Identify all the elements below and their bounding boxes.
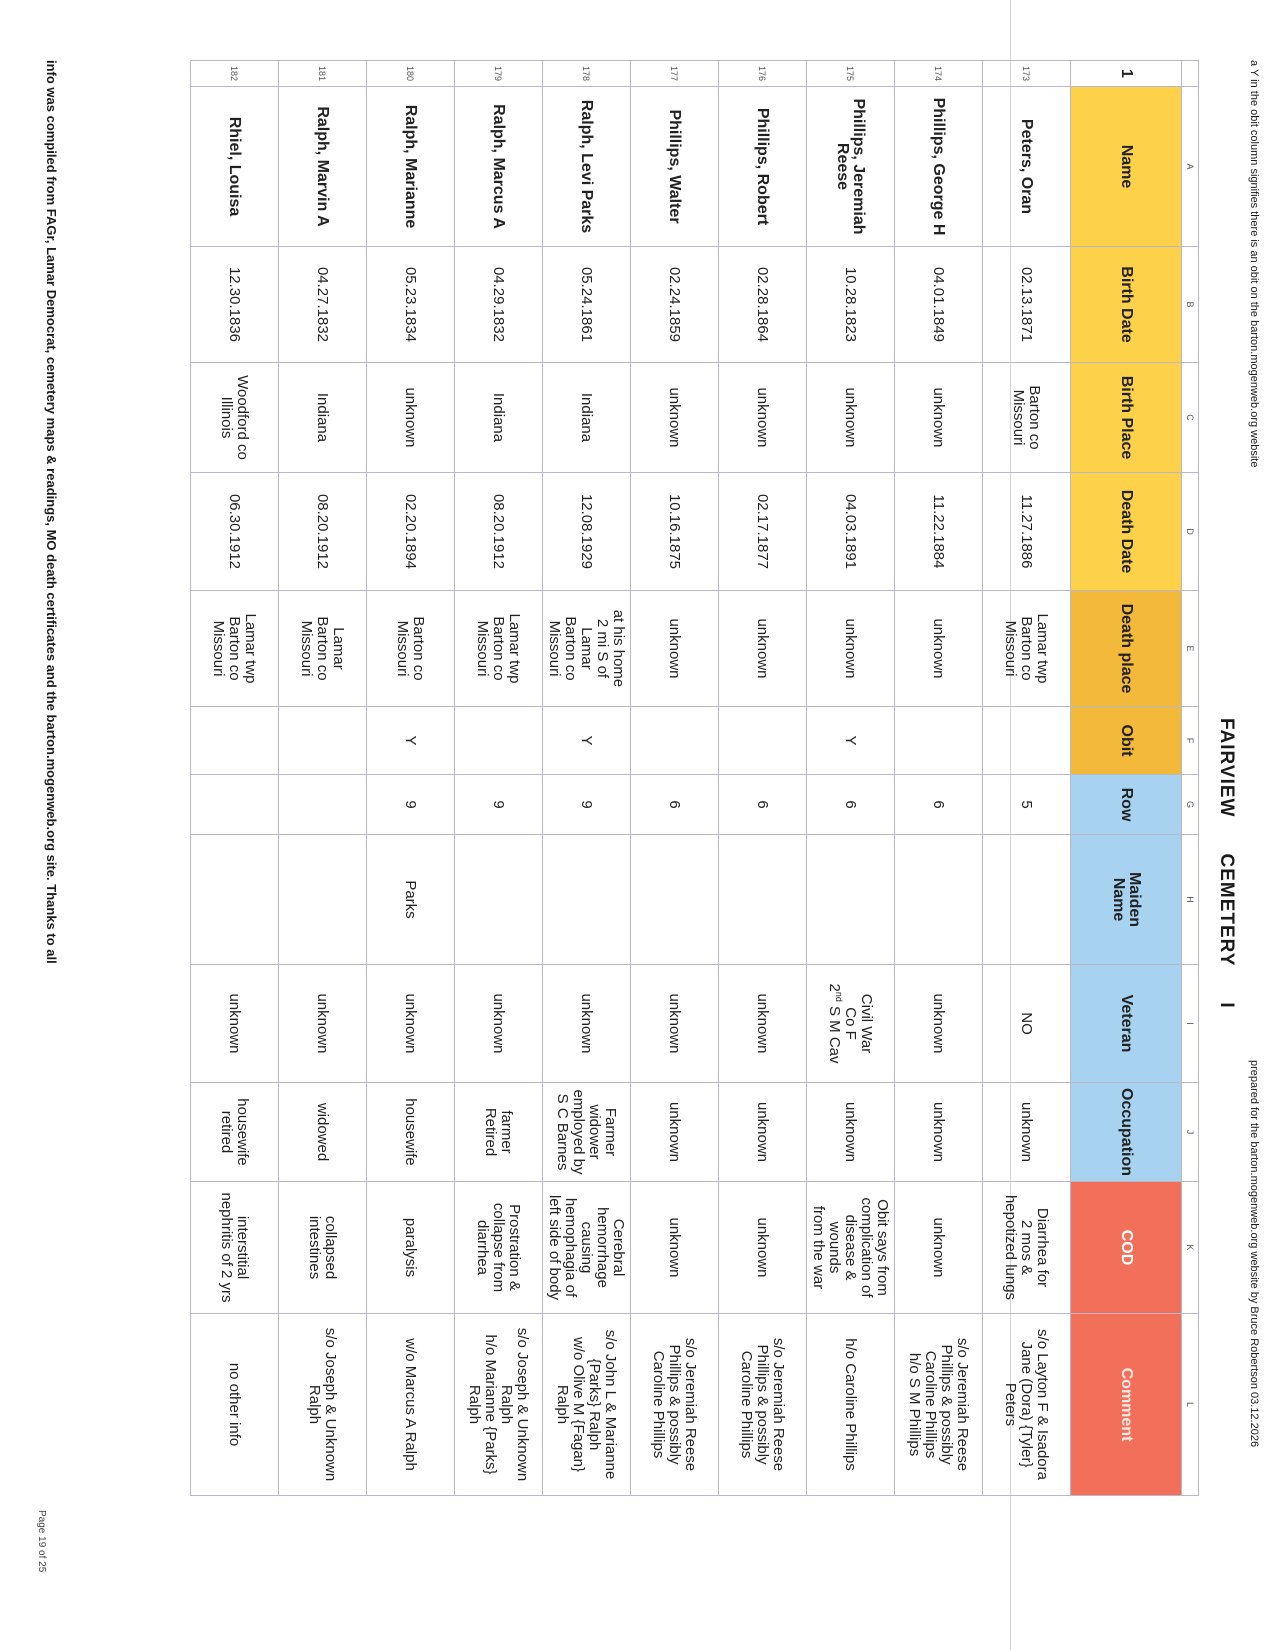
table-row bbox=[191, 61, 279, 1496]
cod-cell: paralysis bbox=[367, 1182, 455, 1314]
col-letter: H bbox=[1182, 835, 1199, 965]
maiden-name-cell bbox=[807, 835, 895, 965]
veteran-text: unknown bbox=[754, 993, 772, 1054]
maiden-name-cell: Parks bbox=[367, 835, 455, 965]
veteran-unit: S M Cav bbox=[826, 1001, 844, 1064]
row-number: 173 bbox=[983, 61, 1071, 87]
comment-cell: w/o Marcus A Ralph bbox=[367, 1314, 455, 1496]
row-number: 178 bbox=[543, 61, 631, 87]
occupation-cell: farmer Retired bbox=[455, 1083, 543, 1182]
veteran-cell bbox=[367, 965, 455, 1083]
veteran-ordinal: nd bbox=[834, 991, 845, 1002]
occupation-cell: unknown bbox=[895, 1083, 983, 1182]
table-row bbox=[543, 61, 631, 1496]
name-cell: Ralph, Marvin A bbox=[279, 87, 367, 247]
birth-place-cell: unknown bbox=[367, 363, 455, 473]
comment-cell: s/o Layton F & Isadora Jane (Dora) {Tyler} Peters bbox=[983, 1314, 1071, 1496]
col-letter: D bbox=[1182, 473, 1199, 591]
cod-cell: unknown bbox=[895, 1182, 983, 1314]
death-place-cell: Lamar twp Barton co Missouri bbox=[191, 591, 279, 707]
veteran-text: Civil War Co F 2 bbox=[826, 983, 876, 1054]
obit-cell: Y bbox=[807, 707, 895, 775]
table-row bbox=[807, 61, 895, 1496]
veteran-text: unknown bbox=[666, 993, 684, 1054]
death-place-cell: unknown bbox=[719, 591, 807, 707]
veteran-cell bbox=[455, 965, 543, 1083]
death-date-cell: 11.27.1886 bbox=[983, 473, 1071, 591]
cod-cell: Prostration & collapse from diarrhea bbox=[455, 1182, 543, 1314]
maiden-name-cell bbox=[191, 835, 279, 965]
death-place-cell: Lamar Barton co Missouri bbox=[279, 591, 367, 707]
name-cell: Phillips, George H bbox=[895, 87, 983, 247]
header-maiden-name: Maiden Name bbox=[1071, 835, 1182, 965]
row-cell bbox=[191, 775, 279, 835]
veteran-text: unknown bbox=[490, 993, 508, 1054]
death-date-cell: 04.03.1891 bbox=[807, 473, 895, 591]
obit-cell bbox=[719, 707, 807, 775]
maiden-name-cell bbox=[455, 835, 543, 965]
death-place-cell: unknown bbox=[631, 591, 719, 707]
maiden-name-cell bbox=[279, 835, 367, 965]
veteran-cell bbox=[895, 965, 983, 1083]
table-row bbox=[367, 61, 455, 1496]
birth-date-cell: 12.30.1836 bbox=[191, 247, 279, 363]
birth-place-cell: Indiana bbox=[279, 363, 367, 473]
title-cemetery: CEMETERY bbox=[1216, 853, 1237, 967]
death-date-cell: 02.17.1877 bbox=[719, 473, 807, 591]
column-letter-row bbox=[1182, 61, 1199, 1496]
veteran-text: unknown bbox=[930, 993, 948, 1054]
death-date-cell: 11.22.1884 bbox=[895, 473, 983, 591]
row-cell bbox=[279, 775, 367, 835]
header-name: Name bbox=[1071, 87, 1182, 247]
cod-cell: interstitial nephritis of 2 yrs bbox=[191, 1182, 279, 1314]
cod-cell: unknown bbox=[631, 1182, 719, 1314]
header-birth-date: Birth Date bbox=[1071, 247, 1182, 363]
comment-cell: s/o John L & Marianne {Parks} Ralph w/o Olive M {Fagan} Ralph bbox=[543, 1314, 631, 1496]
page-number: Page 19 of 25 bbox=[36, 1510, 47, 1573]
birth-date-cell: 04.27.1832 bbox=[279, 247, 367, 363]
col-letter: K bbox=[1182, 1182, 1199, 1314]
row-number: 181 bbox=[279, 61, 367, 87]
title-fairview: FAIRVIEW bbox=[1216, 718, 1237, 818]
obit-note: a Y in the obit column signifies there is an obit on the barton.mogenweb.org website bbox=[1248, 60, 1260, 468]
header-row: Row bbox=[1071, 775, 1182, 835]
cod-cell: Obit says from complication of disease & wounds from the war bbox=[807, 1182, 895, 1314]
death-date-cell: 12.08.1929 bbox=[543, 473, 631, 591]
birth-date-cell: 04.29.1832 bbox=[455, 247, 543, 363]
name-cell: Ralph, Marcus A bbox=[455, 87, 543, 247]
birth-date-cell: 02.13.1871 bbox=[983, 247, 1071, 363]
birth-place-cell: unknown bbox=[895, 363, 983, 473]
veteran-cell bbox=[543, 965, 631, 1083]
veteran-text: unknown bbox=[402, 993, 420, 1054]
occupation-cell: housewife retired bbox=[191, 1083, 279, 1182]
row-cell: 6 bbox=[631, 775, 719, 835]
row-cell: 6 bbox=[807, 775, 895, 835]
table-row bbox=[631, 61, 719, 1496]
obit-cell bbox=[631, 707, 719, 775]
sources-footer: info was compiled from FAGr, Lamar Democrat, cemetery maps & readings, MO death certificates and the barton.mogenweb.org site. Thanks to all bbox=[44, 60, 59, 964]
cod-cell: Diarrhea for 2 mos & hepotized lungs bbox=[983, 1182, 1071, 1314]
row-cell: 6 bbox=[719, 775, 807, 835]
veteran-cell bbox=[807, 965, 895, 1083]
table-row bbox=[279, 61, 367, 1496]
header-birth-place: Birth Place bbox=[1071, 363, 1182, 473]
title-mark: I bbox=[1216, 1002, 1237, 1009]
veteran-cell bbox=[631, 965, 719, 1083]
row-cell: 9 bbox=[543, 775, 631, 835]
veteran-cell bbox=[719, 965, 807, 1083]
header-cod: COD bbox=[1071, 1182, 1182, 1314]
obit-cell: Y bbox=[543, 707, 631, 775]
name-cell: Phillips, Robert bbox=[719, 87, 807, 247]
maiden-name-cell bbox=[543, 835, 631, 965]
row-number: 180 bbox=[367, 61, 455, 87]
table-row bbox=[983, 61, 1071, 1496]
maiden-name-cell bbox=[631, 835, 719, 965]
death-date-cell: 10.16.1875 bbox=[631, 473, 719, 591]
col-letter: A bbox=[1182, 87, 1199, 247]
comment-cell: s/o Jeremiah Reese Phillips & possibly Caroline Phillips h/o S M Phillips bbox=[895, 1314, 983, 1496]
header-occupation: Occupation bbox=[1071, 1083, 1182, 1182]
cemetery-table bbox=[190, 60, 1199, 1496]
cod-cell: collapsed intestines bbox=[279, 1182, 367, 1314]
veteran-cell bbox=[983, 965, 1071, 1083]
birth-place-cell: Woodford co Illinois bbox=[191, 363, 279, 473]
row-number: 182 bbox=[191, 61, 279, 87]
birth-date-cell: 10.28.1823 bbox=[807, 247, 895, 363]
col-letter: L bbox=[1182, 1314, 1199, 1496]
occupation-cell: unknown bbox=[631, 1083, 719, 1182]
occupation-cell: Farmer widower employed by S C Barnes bbox=[543, 1083, 631, 1182]
table-row bbox=[455, 61, 543, 1496]
comment-cell: s/o Jeremiah Reese Phillips & possibly Caroline Phillips bbox=[719, 1314, 807, 1496]
cod-cell: Cerebral hemorrhage causing hemophagia of left side of body bbox=[543, 1182, 631, 1314]
occupation-cell: widowed bbox=[279, 1083, 367, 1182]
birth-date-cell: 02.24.1859 bbox=[631, 247, 719, 363]
prepared-by-note: prepared for the barton.mogenweb.org website by Bruce Robertson 03.12.2026 bbox=[1248, 1060, 1260, 1448]
row-number: 179 bbox=[455, 61, 543, 87]
page-title bbox=[1215, 700, 1237, 1027]
death-date-cell: 08.20.1912 bbox=[455, 473, 543, 591]
row-cell: 5 bbox=[983, 775, 1071, 835]
col-letter: J bbox=[1182, 1083, 1199, 1182]
header-comment: Comment bbox=[1071, 1314, 1182, 1496]
row-cell: 6 bbox=[895, 775, 983, 835]
col-letter: I bbox=[1182, 965, 1199, 1083]
row-number: 177 bbox=[631, 61, 719, 87]
row-cell: 9 bbox=[367, 775, 455, 835]
table-row bbox=[719, 61, 807, 1496]
occupation-cell: unknown bbox=[983, 1083, 1071, 1182]
death-date-cell: 08.20.1912 bbox=[279, 473, 367, 591]
birth-place-cell: unknown bbox=[807, 363, 895, 473]
birth-place-cell: Barton co Missouri bbox=[983, 363, 1071, 473]
occupation-cell: unknown bbox=[719, 1083, 807, 1182]
obit-cell bbox=[279, 707, 367, 775]
header-row bbox=[1071, 61, 1182, 1496]
col-letter: F bbox=[1182, 707, 1199, 775]
header-veteran: Veteran bbox=[1071, 965, 1182, 1083]
col-letter: C bbox=[1182, 363, 1199, 473]
death-place-cell: Barton co Missouri bbox=[367, 591, 455, 707]
occupation-cell: unknown bbox=[807, 1083, 895, 1182]
cod-cell: unknown bbox=[719, 1182, 807, 1314]
maiden-name-cell bbox=[983, 835, 1071, 965]
death-place-cell: at his home 2 mi S of Lamar Barton co Missouri bbox=[543, 591, 631, 707]
birth-date-cell: 04.01.1849 bbox=[895, 247, 983, 363]
veteran-cell bbox=[191, 965, 279, 1083]
obit-cell bbox=[455, 707, 543, 775]
table-row bbox=[895, 61, 983, 1496]
veteran-text: NO bbox=[1018, 1012, 1036, 1035]
header-death-date: Death Date bbox=[1071, 473, 1182, 591]
birth-place-cell: unknown bbox=[719, 363, 807, 473]
death-place-cell: Lamar twp Barton co Missouri bbox=[983, 591, 1071, 707]
comment-cell: no other info bbox=[191, 1314, 279, 1496]
name-cell: Ralph, Marianne bbox=[367, 87, 455, 247]
name-cell: Peters, Oran bbox=[983, 87, 1071, 247]
col-letter: B bbox=[1182, 247, 1199, 363]
obit-cell: Y bbox=[367, 707, 455, 775]
birth-place-cell: Indiana bbox=[543, 363, 631, 473]
name-cell: Phillips, Jeremiah Reese bbox=[807, 87, 895, 247]
birth-date-cell: 05.24.1861 bbox=[543, 247, 631, 363]
birth-date-cell: 05.23.1834 bbox=[367, 247, 455, 363]
occupation-cell: housewife bbox=[367, 1083, 455, 1182]
birth-place-cell: Indiana bbox=[455, 363, 543, 473]
name-cell: Phillips, Walter bbox=[631, 87, 719, 247]
veteran-text: unknown bbox=[578, 993, 596, 1054]
death-place-cell: Lamar twp Barton co Missouri bbox=[455, 591, 543, 707]
row-cell: 9 bbox=[455, 775, 543, 835]
veteran-text: unknown bbox=[314, 993, 332, 1054]
comment-cell: s/o Joseph & Unknown Ralph h/o Marianne {Parks} Ralph bbox=[455, 1314, 543, 1496]
row-number: 174 bbox=[895, 61, 983, 87]
maiden-name-cell bbox=[895, 835, 983, 965]
col-letter: E bbox=[1182, 591, 1199, 707]
row-number: 176 bbox=[719, 61, 807, 87]
maiden-name-cell bbox=[719, 835, 807, 965]
comment-cell: s/o Jeremiah Reese Phillips & possibly Caroline Phillips bbox=[631, 1314, 719, 1496]
death-place-cell: unknown bbox=[807, 591, 895, 707]
comment-cell: s/o Joseph & Unknown Ralph bbox=[279, 1314, 367, 1496]
name-cell: Ralph, Levi Parks bbox=[543, 87, 631, 247]
birth-place-cell: unknown bbox=[631, 363, 719, 473]
birth-date-cell: 02.28.1864 bbox=[719, 247, 807, 363]
death-date-cell: 02.20.1894 bbox=[367, 473, 455, 591]
obit-cell bbox=[895, 707, 983, 775]
obit-cell bbox=[983, 707, 1071, 775]
col-letter: G bbox=[1182, 775, 1199, 835]
row-number: 175 bbox=[807, 61, 895, 87]
veteran-text: unknown bbox=[226, 993, 244, 1054]
death-place-cell: unknown bbox=[895, 591, 983, 707]
corner-cell bbox=[1182, 61, 1199, 87]
header-obit: Obit bbox=[1071, 707, 1182, 775]
obit-cell bbox=[191, 707, 279, 775]
veteran-cell bbox=[279, 965, 367, 1083]
death-date-cell: 06.30.1912 bbox=[191, 473, 279, 591]
name-cell: Rhiel, Louisa bbox=[191, 87, 279, 247]
header-death-place: Death place bbox=[1071, 591, 1182, 707]
comment-cell: h/o Caroline Phillips bbox=[807, 1314, 895, 1496]
header-row-number: 1 bbox=[1071, 61, 1182, 87]
